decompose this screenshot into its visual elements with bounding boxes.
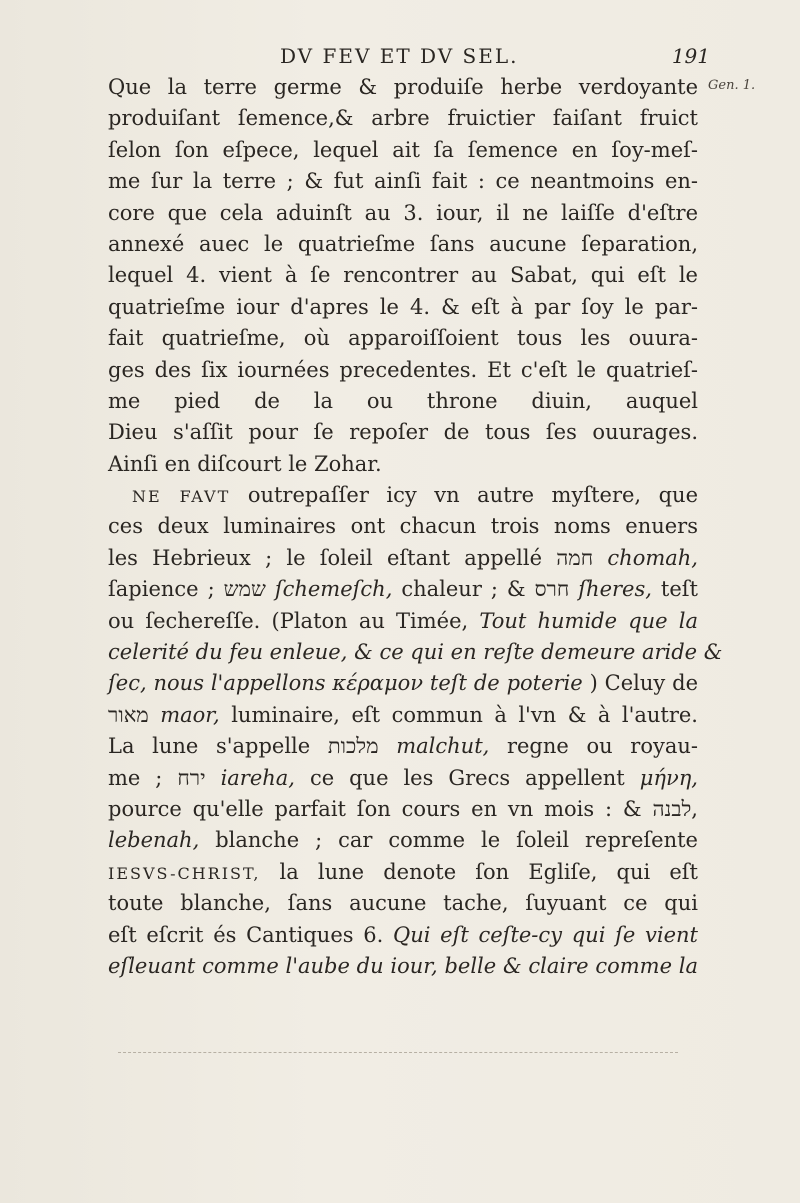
text-segment: la lune denote ſon Egliſe, qui eſt (279, 859, 698, 884)
text-line (108, 920, 698, 951)
text-line (108, 763, 698, 794)
text-segment: les Hebrieux ; le ſoleil eſtant appellé (108, 545, 542, 570)
text-line (108, 825, 698, 856)
text-segment: luminaire, eſt commun à l'vn & à l'autre. (231, 702, 698, 727)
text-line: toute blanche, ſans aucune tache, ſuyuant ce qui (108, 891, 698, 916)
italic-term: iareha, (220, 765, 295, 790)
hebrew-word: ירח (177, 765, 206, 790)
page-header (280, 44, 710, 74)
text-line: fait quatrieſme, où apparoiſſoient tous les ouura- (108, 326, 698, 351)
text-line (108, 606, 698, 637)
margin-note: Gen. 1. (708, 78, 756, 93)
text-segment: La lune s'appelle (108, 734, 311, 759)
text-segment: eſt eſcrit és Cantiques 6. (108, 922, 384, 947)
text-line: quatrieſme iour d'apres le 4. & eſt à par ſoy le par- (108, 294, 698, 319)
body-text (108, 72, 723, 982)
text-line (108, 543, 698, 574)
text-segment: chaleur ; & (401, 577, 526, 602)
hebrew-word: לבנה, (652, 796, 698, 821)
text-segment: ) Celuy de (589, 671, 698, 696)
text-line: ces deux luminaires ont chacun trois noms enuers (108, 514, 698, 539)
hebrew-word: חרס (534, 577, 570, 602)
page-number: 191 (671, 44, 710, 68)
small-caps-opening: NE FAVT (132, 487, 231, 507)
italic-term: malchut, (396, 734, 490, 759)
text-segment: regne ou royau- (506, 734, 698, 759)
text-segment: ou throne diuin, auquel (366, 388, 698, 413)
text-line: eſleuant comme l'aube du iour, belle & claire comme la (108, 953, 698, 978)
text-line (108, 794, 698, 825)
hebrew-word: מאור (108, 702, 149, 727)
italic-term: chomah, (607, 545, 698, 570)
hebrew-word: חמה (556, 545, 594, 570)
text-line: Dieu s'aſſit pour ſe repoſer de tous ſes ouurages. (108, 420, 698, 445)
hebrew-word: מלכות (327, 734, 379, 759)
text-line: ſelon ſon eſpece, lequel ait ſa ſemence en ſoy-meſ- (108, 137, 698, 162)
text-segment: teſt (660, 577, 698, 602)
running-title: DV FEV ET DV SEL. (280, 44, 519, 68)
greek-word: μήνη, (639, 765, 698, 790)
italic-quote: Qui eſt ceſte-cy qui ſe vient (392, 922, 698, 947)
text-line: lequel 4. vient à ſe rencontrer au Sabat, qui eſt le (108, 263, 698, 288)
text-line: core que cela aduinſt au 3. iour, il ne laiſſe d'eſtre (108, 200, 698, 225)
text-line (108, 857, 698, 888)
text-line (108, 700, 698, 731)
text-line (108, 386, 698, 417)
small-caps-name: IESVS-CHRIST, (108, 863, 261, 883)
text-line (108, 480, 698, 511)
italic-term: lebenah, (108, 828, 200, 853)
text-line: annexé auec le quatrieſme ſans aucune ſeparation, (108, 231, 698, 256)
italic-term: ſheres, (578, 577, 652, 602)
hebrew-word: שמש (223, 577, 266, 602)
text-line: Que la terre germe & produiſe herbe verdoyante (108, 75, 698, 99)
text-line (108, 574, 698, 605)
text-line (108, 731, 698, 762)
page-bottom-rule (118, 1052, 678, 1054)
text-segment: outrepaſſer icy vn autre myſtere, que (247, 483, 698, 508)
greek-word: κέραμον (332, 671, 424, 696)
text-segment: ſapience ; (108, 577, 215, 602)
text-segment: blanche ; car comme le ſoleil repreſente (215, 828, 698, 853)
text-line: ges des ſix iournées precedentes. Et c'eſt le quatrieſ- (108, 357, 698, 382)
italic-term: ſchemeſch, (274, 577, 393, 602)
text-segment: me ; (108, 765, 163, 790)
italic-quote: ſec, nous l'appellons (108, 671, 326, 696)
text-segment: me pied de la (108, 388, 334, 413)
text-segment: ou ſechereſſe. (Platon au Timée, (108, 608, 469, 633)
italic-quote: Tout humide que la (479, 608, 698, 633)
text-line: celerité du feu enleue, & ce qui en reſte demeure aride & (108, 640, 723, 665)
italic-quote: teſt de poterie (429, 671, 583, 696)
italic-term: maor, (160, 702, 220, 727)
text-segment: pource qu'elle parfait ſon cours en vn mois : & (108, 796, 642, 821)
text-line: Ainſi en diſcourt le Zohar. (108, 451, 382, 476)
text-segment: ce que les Grecs appellent (309, 765, 625, 790)
text-line: me ſur la terre ; & fut ainſi fait : ce neantmoins en- (108, 169, 698, 194)
text-line (108, 668, 698, 699)
text-line: produiſant ſemence,& arbre fruictier faiſant fruict (108, 106, 698, 131)
